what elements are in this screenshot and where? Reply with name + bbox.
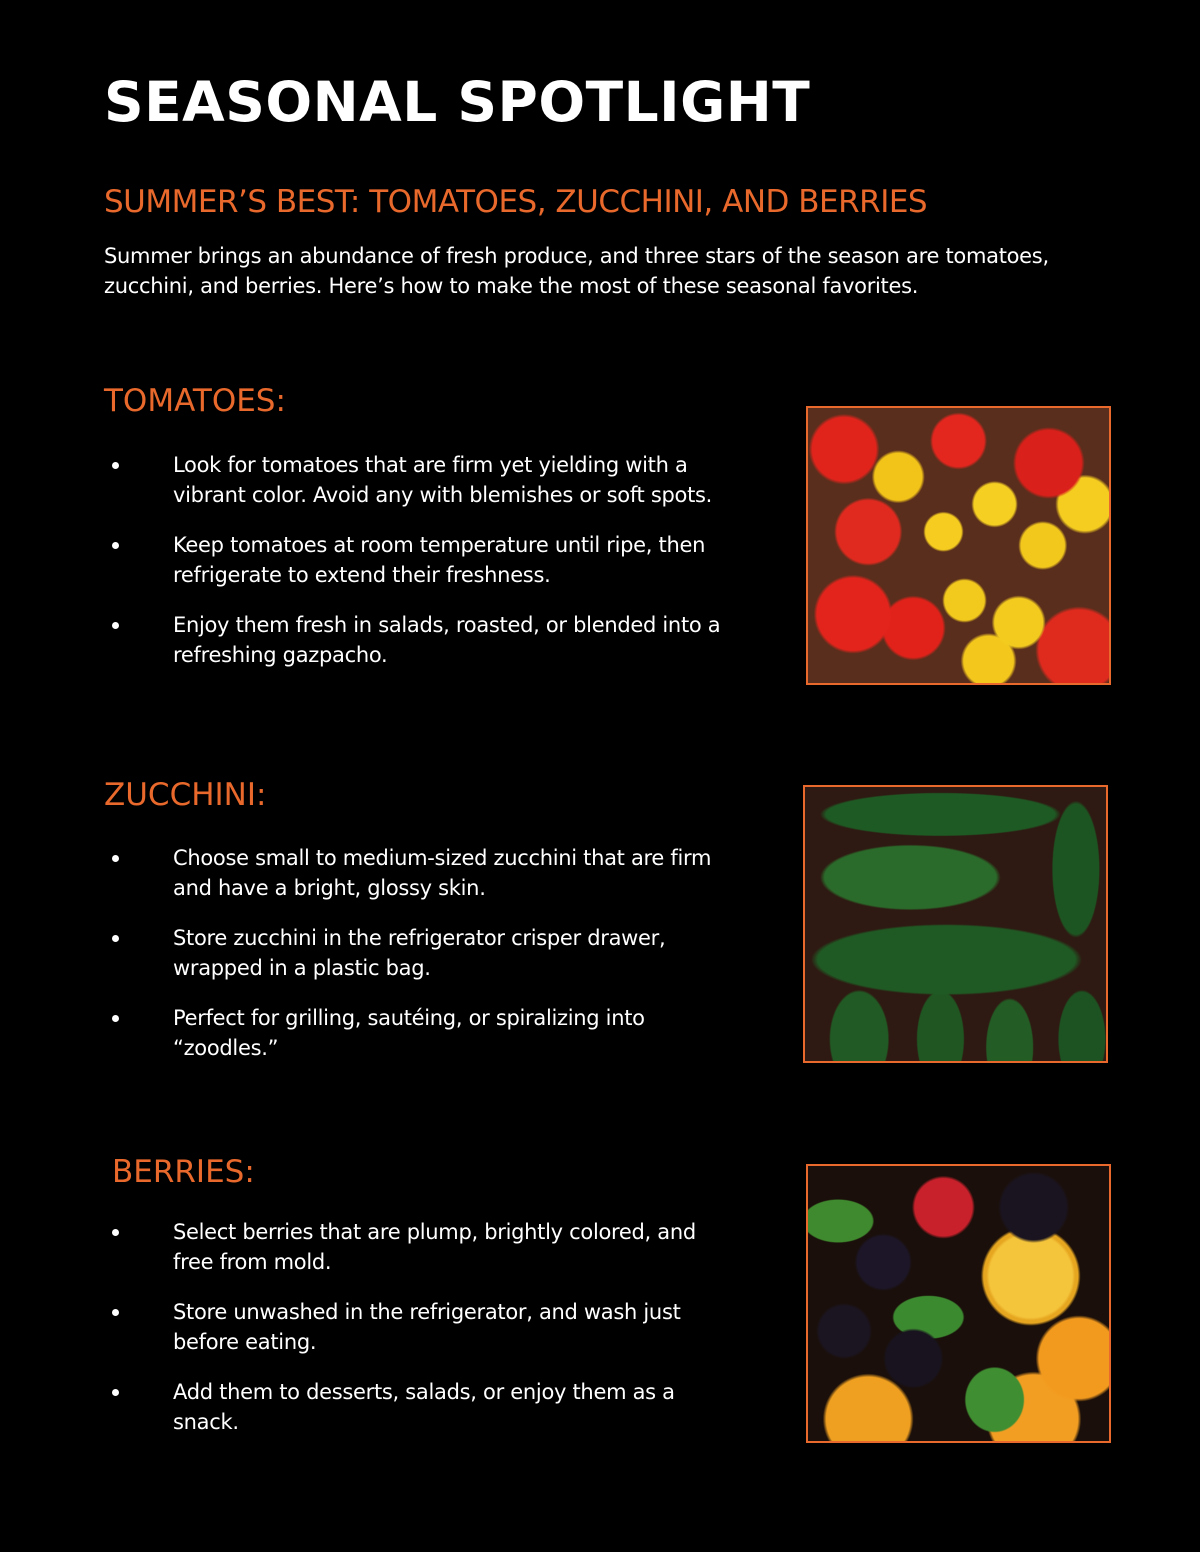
intro-paragraph: Summer brings an abundance of fresh produce, and three stars of the season are tomatoes, zucchini, and berries. Here’s how to make the most of these seasonal favorites. bbox=[104, 244, 1049, 298]
page-title: SEASONAL SPOTLIGHT bbox=[104, 70, 811, 134]
zucchini-bullet-list bbox=[104, 843, 724, 1083]
bullet-icon bbox=[112, 1229, 119, 1236]
zucchini-photo bbox=[803, 785, 1108, 1063]
bullet-icon bbox=[112, 462, 119, 469]
list-item: Choose small to medium-sized zucchini that are firm and have a bright, glossy skin. bbox=[104, 843, 724, 903]
bullet-icon bbox=[112, 622, 119, 629]
bullet-icon bbox=[112, 542, 119, 549]
berries-photo bbox=[806, 1164, 1111, 1443]
section-heading-berries: BERRIES: bbox=[112, 1154, 255, 1190]
bullet-icon bbox=[112, 1309, 119, 1316]
berries-bullet-list bbox=[104, 1217, 724, 1457]
list-item: Enjoy them fresh in salads, roasted, or blended into a refreshing gazpacho. bbox=[104, 610, 744, 670]
list-item: Add them to desserts, salads, or enjoy them as a snack. bbox=[104, 1377, 724, 1437]
list-item: Select berries that are plump, brightly colored, and free from mold. bbox=[104, 1217, 724, 1277]
list-item: Keep tomatoes at room temperature until ripe, then refrigerate to extend their freshness. bbox=[104, 530, 744, 590]
bullet-icon bbox=[112, 935, 119, 942]
section-heading-tomatoes: TOMATOES: bbox=[104, 383, 286, 419]
list-item: Store unwashed in the refrigerator, and wash just before eating. bbox=[104, 1297, 724, 1357]
section-heading-zucchini: ZUCCHINI: bbox=[104, 777, 267, 813]
list-item: Look for tomatoes that are firm yet yielding with a vibrant color. Avoid any with blemishes or soft spots. bbox=[104, 450, 744, 510]
bullet-icon bbox=[112, 1015, 119, 1022]
tomatoes-photo bbox=[806, 406, 1111, 685]
list-item: Store zucchini in the refrigerator crisper drawer, wrapped in a plastic bag. bbox=[104, 923, 724, 983]
list-item: Perfect for grilling, sautéing, or spiralizing into “zoodles.” bbox=[104, 1003, 724, 1063]
bullet-icon bbox=[112, 855, 119, 862]
tomatoes-bullet-list bbox=[104, 450, 744, 690]
subtitle: SUMMER’S BEST: TOMATOES, ZUCCHINI, AND BERRIES bbox=[104, 184, 928, 220]
bullet-icon bbox=[112, 1389, 119, 1396]
